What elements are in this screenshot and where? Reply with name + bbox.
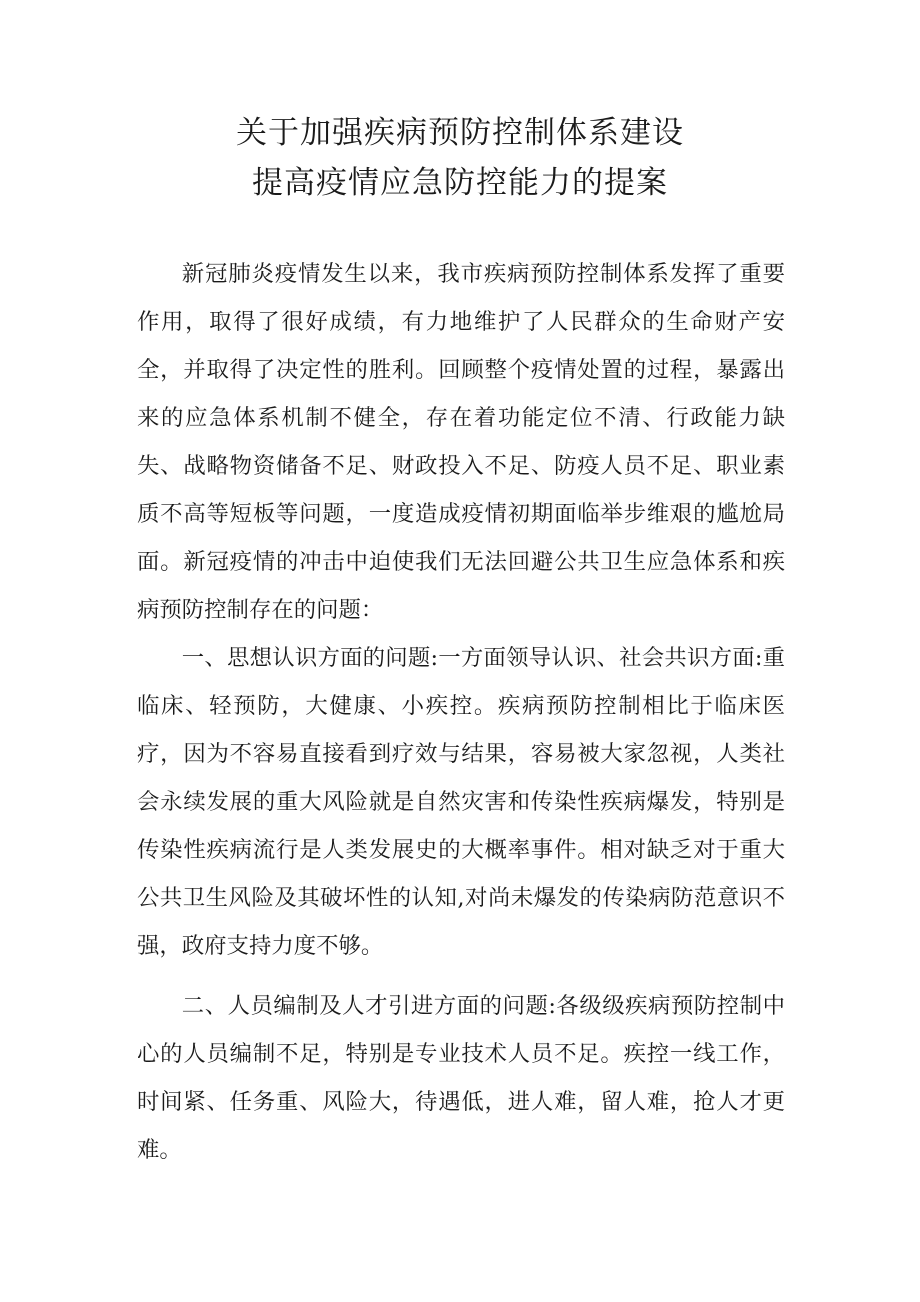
- title-line-2: 提高疫情应急防控能力的提案: [252, 165, 668, 201]
- paragraph-ideology-issue: 一、思想认识方面的问题:一方面领导认识、社会共识方面:重临床、轻预防，大健康、小疾控。疾病预防控制相比于临床医疗，因为不容易直接看到疗效与结果，容易被大家忽视，人类社会永续发展的重大风险就是自然灾害和传染性疾病爆发，特别是传染性疾病流行是人类发展史的大概率事件。相对缺乏对于重大公共卫生风险及其破坏性的认知,对尚未爆发的传染病防范意识不强，政府支持力度不够。: [137, 645, 785, 959]
- paragraph-intro: 新冠肺炎疫情发生以来，我市疾病预防控制体系发挥了重要作用，取得了很好成绩，有力地维护了人民群众的生命财产安全，并取得了决定性的胜利。回顾整个疫情处置的过程，暴露出来的应急体系机制不健全，存在着功能定位不清、行政能力缺失、战略物资储备不足、财政投入不足、防疫人员不足、职业素质不高等短板等问题，一度造成疫情初期面临举步维艰的尴尬局面。新冠疫情的冲击中迫使我们无法回避公共卫生应急体系和疾病预防控制存在的问题：: [137, 261, 785, 623]
- title-line-1: 关于加强疾病预防控制体系建设: [236, 115, 684, 151]
- document-title: [0, 108, 920, 208]
- document-body: [137, 250, 785, 1174]
- paragraph-staffing-issue: 二、人员编制及人才引进方面的问题:各级级疾病预防控制中心的人员编制不足，特别是专业技术人员不足。疾控一线工作，时间紧、任务重、风险大，待遇低，进人难，留人难，抢人才更难。: [137, 993, 785, 1163]
